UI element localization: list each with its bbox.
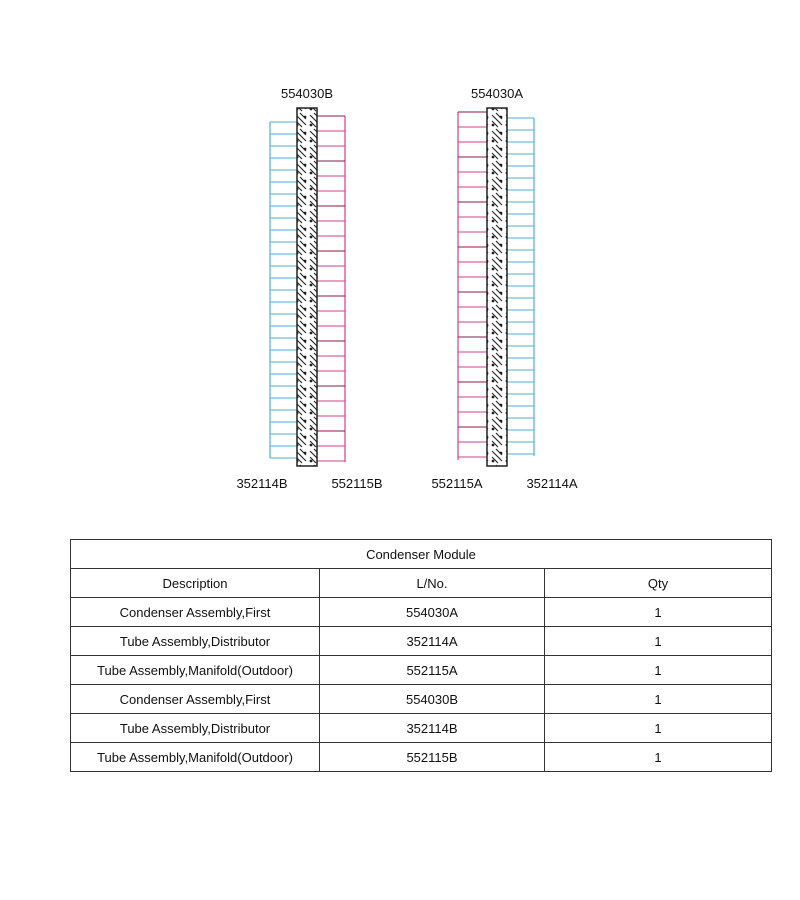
cell-qty: 1 — [545, 714, 772, 743]
table-row — [71, 685, 772, 714]
cell-lno: 554030A — [320, 598, 545, 627]
header-description: Description — [71, 569, 320, 598]
table-row — [71, 627, 772, 656]
left-condenser-coil — [297, 108, 317, 466]
cell-description: Condenser Assembly,First — [71, 685, 320, 714]
left-manifold-label: 552115B — [331, 476, 383, 491]
cell-description: Tube Assembly,Manifold(Outdoor) — [71, 656, 320, 685]
right-manifold-label: 552115A — [431, 476, 483, 491]
left-manifold-tubes — [317, 116, 345, 462]
right-distributor-tubes — [507, 118, 534, 456]
cell-description: Tube Assembly,Manifold(Outdoor) — [71, 743, 320, 772]
left-distributor-tubes — [270, 122, 297, 458]
cell-qty: 1 — [545, 627, 772, 656]
cell-lno: 352114B — [320, 714, 545, 743]
cell-qty: 1 — [545, 598, 772, 627]
cell-description: Condenser Assembly,First — [71, 598, 320, 627]
table-row — [71, 714, 772, 743]
table-title: Condenser Module — [71, 540, 772, 569]
cell-qty: 1 — [545, 743, 772, 772]
right-manifold-tubes — [458, 112, 487, 460]
cell-qty: 1 — [545, 656, 772, 685]
right-condenser-coil — [487, 108, 507, 466]
right-distributor-label: 352114A — [526, 476, 578, 491]
cell-lno: 552115A — [320, 656, 545, 685]
header-qty: Qty — [545, 569, 772, 598]
right-condenser-label: 554030A — [470, 86, 524, 101]
right-unit — [431, 86, 577, 491]
left-condenser-label: 554030B — [280, 86, 334, 101]
cell-description: Tube Assembly,Distributor — [71, 627, 320, 656]
table-row — [71, 656, 772, 685]
left-distributor-label: 352114B — [236, 476, 288, 491]
cell-lno: 552115B — [320, 743, 545, 772]
left-unit — [236, 86, 382, 491]
cell-qty: 1 — [545, 685, 772, 714]
header-lno: L/No. — [320, 569, 545, 598]
cell-description: Tube Assembly,Distributor — [71, 714, 320, 743]
cell-lno: 554030B — [320, 685, 545, 714]
parts-table — [70, 539, 772, 772]
cell-lno: 352114A — [320, 627, 545, 656]
table-row — [71, 743, 772, 772]
table-row — [71, 598, 772, 627]
